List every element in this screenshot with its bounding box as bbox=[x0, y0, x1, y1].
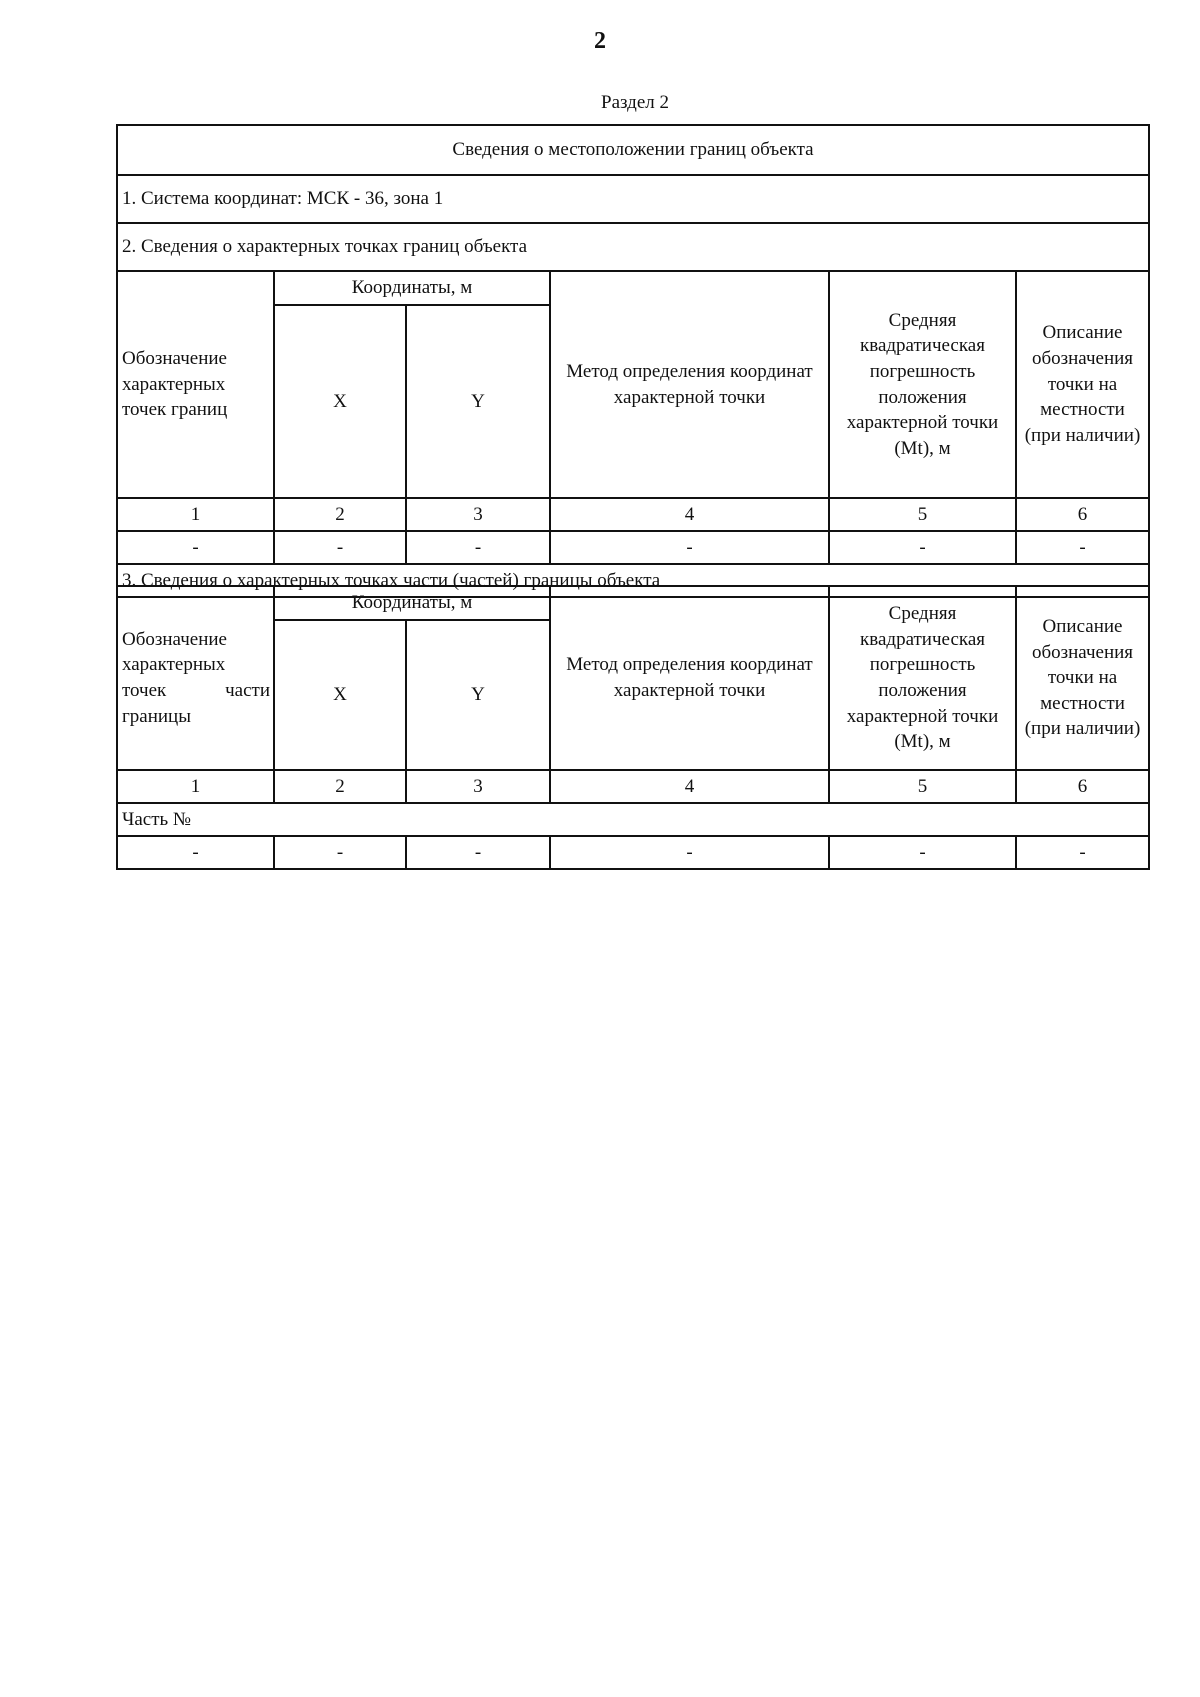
col-designation-part bbox=[117, 586, 274, 770]
col-x: X bbox=[274, 620, 406, 770]
col-y: Y bbox=[406, 305, 550, 498]
column-number: 3 bbox=[406, 498, 550, 531]
col-error: Средняя квадратическая погрешность положения характерной точки (Mt), м bbox=[829, 586, 1016, 770]
column-numbers-row bbox=[117, 770, 1149, 803]
column-number: 6 bbox=[1016, 498, 1149, 531]
section3-heading: 3. Сведения о характерных точках части (частей) границы объекта bbox=[117, 564, 1149, 597]
col-method: Метод определения координат характерной точки bbox=[550, 586, 829, 770]
section-label: Раздел 2 bbox=[601, 92, 669, 113]
table-cell: - bbox=[550, 531, 829, 564]
table-cell: - bbox=[406, 531, 550, 564]
boundaries-table bbox=[116, 124, 1150, 598]
table-cell: - bbox=[829, 531, 1016, 564]
table-cell: - bbox=[274, 531, 406, 564]
col-description: Описание обозначения точки на местности (при наличии) bbox=[1016, 271, 1149, 498]
coord-system: 1. Система координат: МСК - 36, зона 1 bbox=[117, 175, 1149, 223]
column-number: 6 bbox=[1016, 770, 1149, 803]
col-y: Y bbox=[406, 620, 550, 770]
table-cell: - bbox=[1016, 531, 1149, 564]
column-number: 4 bbox=[550, 498, 829, 531]
table-cell: - bbox=[274, 836, 406, 869]
col-description: Описание обозначения точки на местности (при наличии) bbox=[1016, 586, 1149, 770]
column-number: 3 bbox=[406, 770, 550, 803]
column-number: 1 bbox=[117, 498, 274, 531]
col-x: X bbox=[274, 305, 406, 498]
table-cell: - bbox=[1016, 836, 1149, 869]
part-label: Часть № bbox=[117, 803, 1149, 836]
col-error: Средняя квадратическая погрешность положения характерной точки (Mt), м bbox=[829, 271, 1016, 498]
column-number: 5 bbox=[829, 770, 1016, 803]
page-number: 2 bbox=[594, 28, 606, 54]
column-number: 5 bbox=[829, 498, 1016, 531]
column-number: 1 bbox=[117, 770, 274, 803]
table-cell: - bbox=[117, 836, 274, 869]
col-coords: Координаты, м bbox=[274, 271, 550, 305]
col-designation: Обозначение характерных точек границ bbox=[117, 271, 274, 498]
table-row bbox=[117, 531, 1149, 564]
column-number: 2 bbox=[274, 770, 406, 803]
table-cell: - bbox=[829, 836, 1016, 869]
column-number: 2 bbox=[274, 498, 406, 531]
table-title: Сведения о местоположении границ объекта bbox=[117, 125, 1149, 175]
column-numbers-row bbox=[117, 498, 1149, 531]
table-cell: - bbox=[406, 836, 550, 869]
col-method: Метод определения координат характерной точки bbox=[550, 271, 829, 498]
parts-table bbox=[116, 585, 1150, 870]
col-designation-part-label: Обозначение характерных точек части границы bbox=[122, 628, 270, 727]
col-coords: Координаты, м bbox=[274, 586, 550, 620]
table-cell: - bbox=[117, 531, 274, 564]
section2-heading: 2. Сведения о характерных точках границ объекта bbox=[117, 223, 1149, 271]
table-row bbox=[117, 836, 1149, 869]
column-number: 4 bbox=[550, 770, 829, 803]
table-cell: - bbox=[550, 836, 829, 869]
